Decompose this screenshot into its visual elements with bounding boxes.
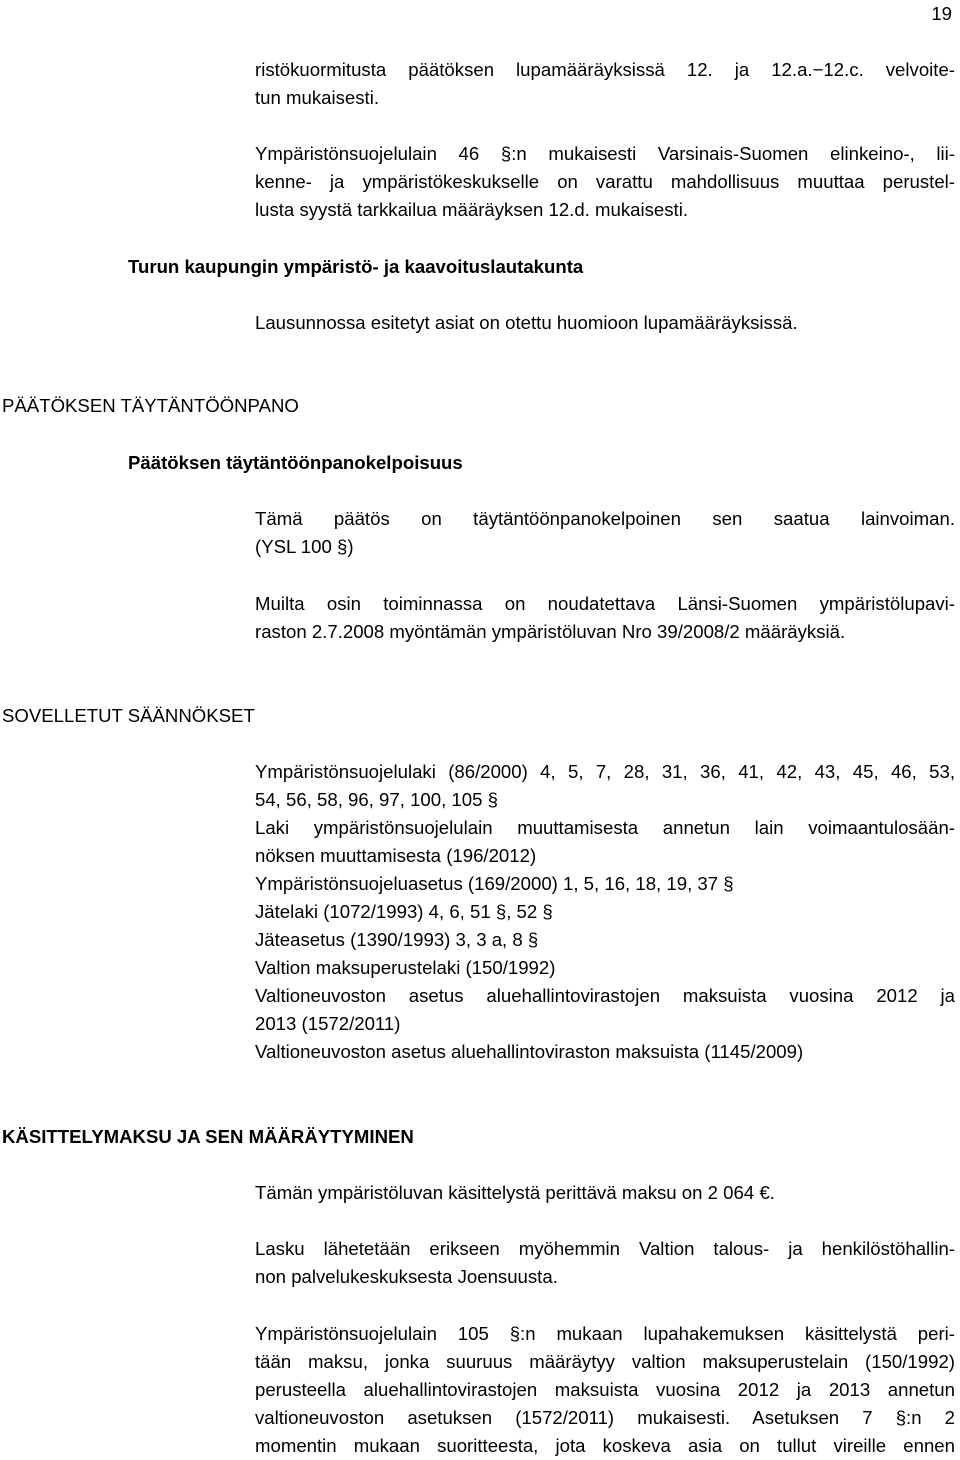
- text-line: Lausunnossa esitetyt asiat on otettu huomioon lupamääräyksissä.: [255, 312, 798, 333]
- fee-paragraph-1: [255, 1179, 955, 1207]
- text-line: ristökuormitusta päätöksen lupamääräyksissä 12. ja 12.a.−12.c. velvoite-: [255, 59, 955, 80]
- enforcement-paragraph-2: [255, 590, 955, 646]
- rule-line: Valtion maksuperustelaki (150/1992): [255, 957, 556, 978]
- text-line: Lasku lähetetään erikseen myöhemmin Valtion talous- ja henkilöstöhallin-: [255, 1238, 955, 1259]
- enforcement-subheading: Päätöksen täytäntöönpanokelpoisuus: [128, 452, 463, 473]
- turku-paragraph: [255, 309, 955, 337]
- rule-line: nöksen muuttamisesta (196/2012): [255, 845, 537, 866]
- text-line: tään maksu, jonka suuruus määräytyy valtion maksuperustelain (150/1992): [255, 1351, 955, 1372]
- rule-line: Laki ympäristönsuojelulain muuttamisesta annetun lain voimaantulosään-: [255, 817, 955, 838]
- text-line: (YSL 100 §): [255, 536, 354, 557]
- rule-line: 2013 (1572/2011): [255, 1013, 401, 1034]
- text-line: non palvelukeskuksesta Joensuusta.: [255, 1266, 558, 1287]
- fee-paragraph-2: [255, 1235, 955, 1291]
- rule-line: Jäteasetus (1390/1993) 3, 3 a, 8 §: [255, 929, 539, 950]
- text-line: Muilta osin toiminnassa on noudatettava Länsi-Suomen ympäristölupavi-: [255, 593, 955, 614]
- page-number: 19: [931, 3, 952, 24]
- text-line: tun mukaisesti.: [255, 87, 380, 108]
- text-line: kenne- ja ympäristökeskukselle on varattu mahdollisuus muuttaa perustel-: [255, 171, 955, 192]
- text-line: Ympäristönsuojelulain 46 §:n mukaisesti Varsinais-Suomen elinkeino-, lii-: [255, 143, 955, 164]
- intro-paragraph-2: [255, 140, 955, 224]
- text-line: Ympäristönsuojelulain 105 §:n mukaan lupahakemuksen käsittelystä peri-: [255, 1323, 955, 1344]
- enforcement-paragraph-1: [255, 505, 955, 561]
- text-line: raston 2.7.2008 myöntämän ympäristöluvan Nro 39/2008/2 määräyksiä.: [255, 621, 846, 642]
- rule-line: Ympäristönsuojeluasetus (169/2000) 1, 5, 16, 18, 19, 37 §: [255, 873, 734, 894]
- rule-line: Ympäristönsuojelulaki (86/2000) 4, 5, 7, 28, 31, 36, 41, 42, 43, 45, 46, 53,: [255, 761, 955, 782]
- text-line: Tämä päätös on täytäntöönpanokelpoinen sen saatua lainvoiman.: [255, 508, 955, 529]
- text-line: valtioneuvoston asetuksen (1572/2011) mukaisesti. Asetuksen 7 §:n 2: [255, 1407, 955, 1428]
- rule-line: Valtioneuvoston asetus aluehallintovirastojen maksuista vuosina 2012 ja: [255, 985, 955, 1006]
- intro-paragraph-1: [255, 56, 955, 112]
- rule-line: Valtioneuvoston asetus aluehallintoviraston maksuista (1145/2009): [255, 1041, 804, 1062]
- text-line: perusteella aluehallintovirastojen maksuista vuosina 2012 ja 2013 annetun: [255, 1379, 955, 1400]
- applied-rules-heading: SOVELLETUT SÄÄNNÖKSET: [2, 705, 255, 726]
- applied-rules-list: [255, 758, 955, 1066]
- enforcement-heading: PÄÄTÖKSEN TÄYTÄNTÖÖNPANO: [2, 395, 299, 416]
- fee-paragraph-3: [255, 1320, 955, 1460]
- text-line: momentin mukaan suoritteesta, jota koskeva asia on tullut vireille ennen: [255, 1435, 955, 1456]
- text-line: lusta syystä tarkkailua määräyksen 12.d. mukaisesti.: [255, 199, 689, 220]
- text-line: Tämän ympäristöluvan käsittelystä perittävä maksu on 2 064 €.: [255, 1182, 775, 1203]
- fee-heading: KÄSITTELYMAKSU JA SEN MÄÄRÄYTYMINEN: [2, 1126, 414, 1147]
- rule-line: Jätelaki (1072/1993) 4, 6, 51 §, 52 §: [255, 901, 553, 922]
- turku-heading: Turun kaupungin ympäristö- ja kaavoituslautakunta: [128, 256, 584, 277]
- rule-line: 54, 56, 58, 96, 97, 100, 105 §: [255, 789, 498, 810]
